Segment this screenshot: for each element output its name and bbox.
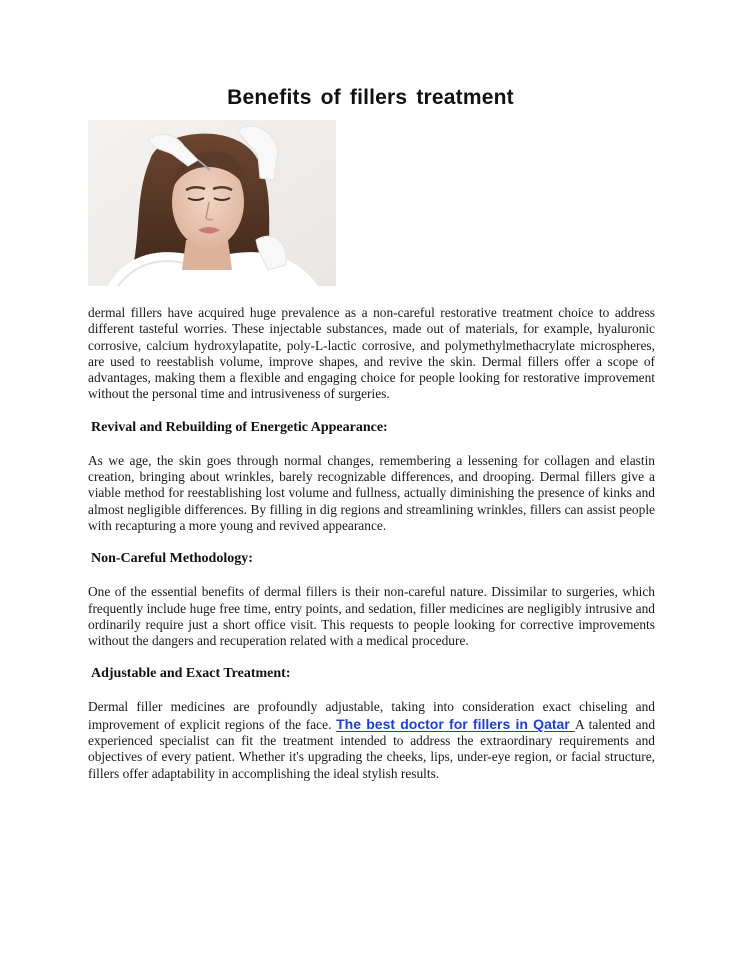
woman-receiving-filler-photo [88,120,336,286]
section-heading-adjustable: Adjustable and Exact Treatment: [91,666,291,682]
best-doctor-fillers-link[interactable]: The best doctor for fillers in Qatar [336,715,575,732]
section-heading-non-careful: Non-Careful Methodology: [91,551,253,567]
page-title: Benefits of fillers treatment [227,86,514,109]
section-body-adjustable [88,699,655,781]
section-body-adjustable-part2: A talented and experienced specialist can fit the treatment intended to address the extraordinary requirements and objectives of every patient. Whether it's upgrading the cheeks, lips, under-eye region, or facial structure, fillers offer adaptability in accomplishing the ideal stylish results. [88,716,656,781]
section-body-revival: As we age, the skin goes through normal changes, remembering a lessening for collagen and elastin creation, bringing about wrinkles, barely recognizable differences, and drooping. Dermal fillers give a viable method for reestablishing lost volume and fullness, actually diminishing the presence of kinks and almost negligible differences. By filling in dig regions and streamlining wrinkles, fillers can assist people with recapturing a more young and revived appearance. [88,452,655,533]
document-body [88,305,655,782]
section-body-non-careful: One of the essential benefits of dermal fillers is their non-careful nature. Dissimilar to surgeries, which frequently include huge free time, entry points, and sedation, filler medicines are negligibly intrusive and ordinarily require just a short office visit. This requests to people looking for corrective improvements without the dangers and recuperation related with a medical procedure. [88,584,655,649]
intro-paragraph: dermal fillers have acquired huge prevalence as a non-careful restorative treatment choice to address different tasteful worries. These injectable substances, made out of materials, for example, hyaluronic corrosive, calcium hydroxylapatite, poly-L-lactic corrosive, and polymethylmethacrylate microspheres, are used to reestablish volume, improve shapes, and revive the skin. Dermal fillers offer a scope of advantages, making them a flexible and engaging choice for people looking for restorative improvement without the personal time and intrusiveness of surgeries. [88,305,655,402]
section-heading-revival: Revival and Rebuilding of Energetic Appearance: [91,419,388,435]
section-body-adjustable-part1: Dermal filler medicines are profoundly adjustable, taking into consideration exact chiseling and improvement of explicit regions of the face. [88,699,655,732]
